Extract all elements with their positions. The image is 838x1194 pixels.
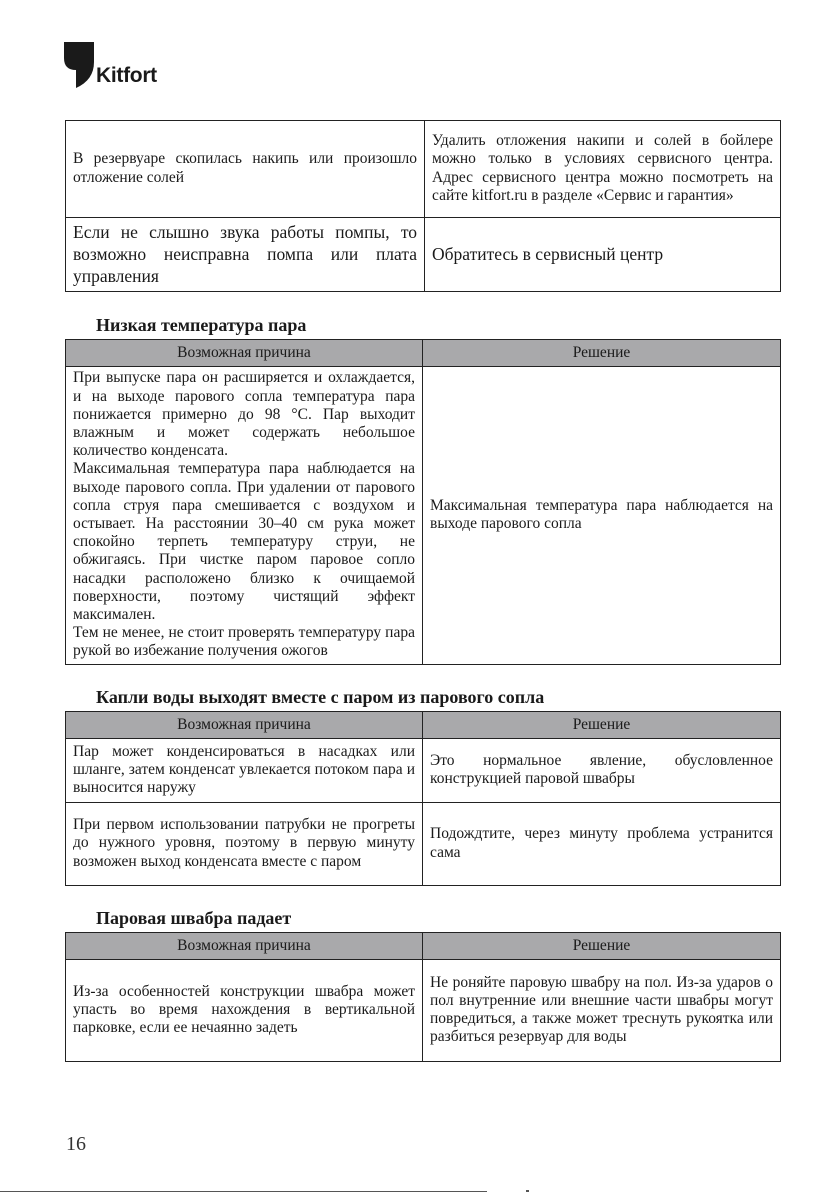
- cause-cell: Пар может конденсироваться в насадках или шланге, затем конденсат увлекается потоком пара и выносится наружу: [66, 739, 423, 803]
- solution-cell: Подождтите, через минуту проблема устранится сама: [423, 803, 781, 886]
- kitfort-logo-icon: [64, 42, 94, 88]
- column-header-cause: Возможная причина: [66, 340, 423, 367]
- column-header-solution: Решение: [423, 933, 781, 960]
- section-title: Низкая температура пара: [96, 315, 307, 335]
- table-row: [66, 218, 781, 292]
- solution-cell: Не роняйте паровую швабру на пол. Из-за ударов о пол внутренние или внешние части швабры могут повредиться, а также может треснуть рукоятка или разбиться резервуар для воды: [423, 960, 781, 1062]
- cause-cell: В резервуаре скопилась накипь или произошло отложение солей: [66, 121, 425, 218]
- brand-logo: [64, 42, 184, 90]
- column-header-solution: Решение: [423, 712, 781, 739]
- cause-cell: При выпуске пара он расширяется и охлаждается, и на выходе парового сопла температура пара понижается примерно до 98 °С. Пар выходит влажным и может содержать небольшое количество конденсата. Максимальная температура пара наблюдается на выходе парового сопла. При удалении от парового сопла струя пара смешивается с воздухом и остывает. На расстоянии 30–40 см рука может спокойно терпеть температуру струи, не обжигаясь. При чистке паром паровое сопло насадки расположено близко к очищаемой поверхности, поэтому чистящий эффект максимален. Тем не менее, не стоит проверять температуру пара рукой во избежание получения ожогов: [66, 367, 423, 665]
- troubleshooting-table: [65, 711, 781, 886]
- table-row: [66, 739, 781, 803]
- column-header-solution: Решение: [423, 340, 781, 367]
- solution-cell: Обратитесь в сервисный центр: [425, 218, 781, 292]
- table-row: [66, 367, 781, 665]
- troubleshooting-table: [65, 932, 781, 1062]
- brand-name: Kitfort: [96, 64, 157, 87]
- section-title: Паровая швабра падает: [96, 908, 292, 928]
- column-header-cause: Возможная причина: [66, 933, 423, 960]
- footer-mark: [526, 1190, 529, 1192]
- troubleshooting-table: [65, 339, 781, 665]
- column-header-cause: Возможная причина: [66, 712, 423, 739]
- table-header-row: [66, 340, 781, 367]
- solution-cell: Удалить отложения накипи и солей в бойлере можно только в условиях сервисного центра. Адрес сервисного центра можно посмотреть на сайте kitfort.ru в разделе «Сервис и гарантия»: [425, 121, 781, 218]
- table-row: [66, 121, 781, 218]
- table-row: [66, 803, 781, 886]
- solution-cell: Это нормальное явление, обусловленное конструкцией паровой швабры: [423, 739, 781, 803]
- page-number: 16: [66, 1133, 86, 1155]
- cause-cell: Если не слышно звука работы помпы, то возможно неисправна помпа или плата управления: [66, 218, 425, 292]
- cause-cell: Из-за особенностей конструкции швабра может упасть во время нахождения в вертикальной парковке, если ее нечаянно задеть: [66, 960, 423, 1062]
- table-header-row: [66, 933, 781, 960]
- table-row: [66, 960, 781, 1062]
- section-title: Капли воды выходят вместе с паром из парового сопла: [96, 687, 545, 707]
- solution-cell: Максимальная температура пара наблюдается на выходе парового сопла: [423, 367, 781, 665]
- table-header-row: [66, 712, 781, 739]
- footer-rule: [0, 1191, 487, 1192]
- cause-cell: При первом использовании патрубки не прогреты до нужного уровня, поэтому в первую минуту возможен выход конденсата вместе с паром: [66, 803, 423, 886]
- continued-troubleshooting-table: [65, 120, 781, 292]
